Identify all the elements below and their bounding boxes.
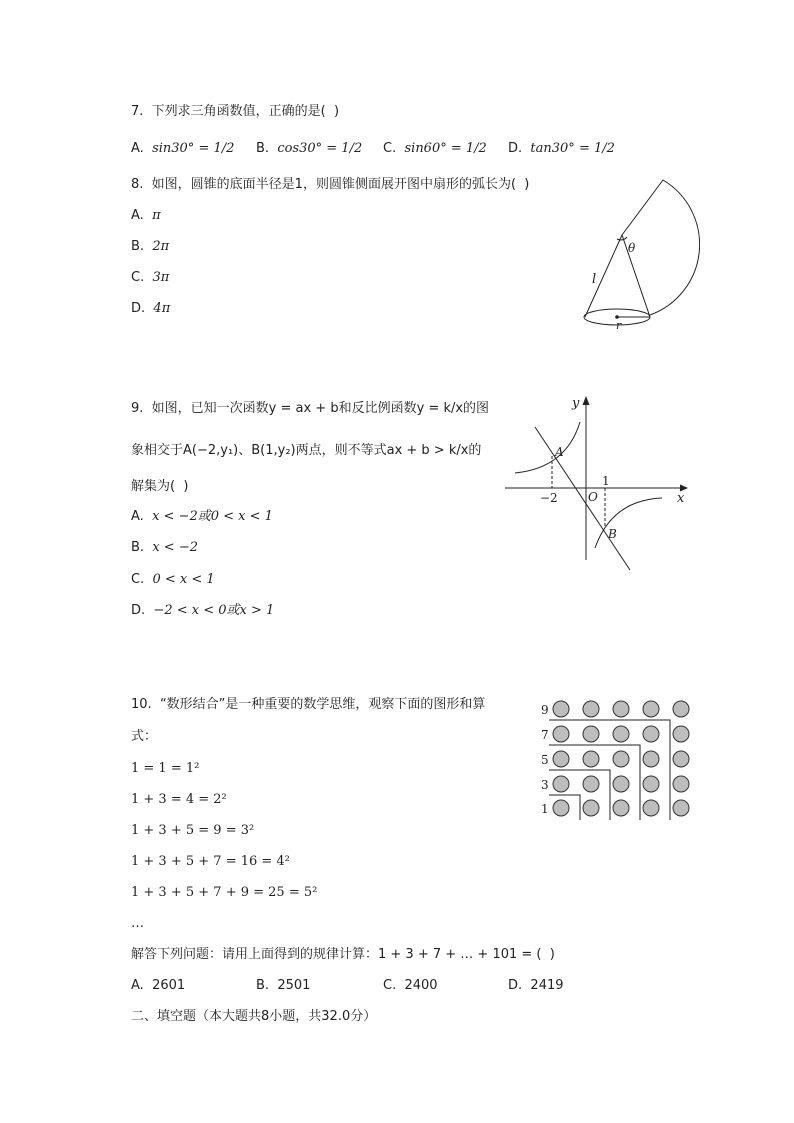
- dot: [613, 751, 629, 767]
- option-label: B.: [131, 540, 145, 555]
- option-text: −2 < x < 0或x > 1: [153, 603, 275, 618]
- dot: [553, 751, 569, 767]
- row-label-9: 9: [541, 703, 549, 717]
- dot: [643, 776, 659, 792]
- row-label-1: 1: [541, 802, 549, 816]
- q8-option-c: [131, 269, 169, 287]
- cone-slant-left: [585, 235, 622, 317]
- option-label: B.: [131, 239, 145, 254]
- dot: [613, 726, 629, 742]
- q9-stem-line3: 解集为( ): [131, 479, 189, 494]
- q7-option-a: [131, 140, 234, 158]
- option-text: sin60° = 1/2: [404, 141, 487, 156]
- q10-option-c: [383, 977, 438, 995]
- q9-option-b: [131, 539, 198, 557]
- q10-option-d: [508, 977, 564, 995]
- q8-option-b: [131, 238, 169, 256]
- hyperbola-left-branch: [515, 422, 580, 473]
- option-label: C.: [383, 978, 397, 993]
- option-text: 2400: [404, 978, 438, 993]
- dot: [583, 776, 599, 792]
- r-label: r: [616, 319, 622, 332]
- cone-slant-right: [622, 235, 650, 317]
- option-text: 2π: [152, 239, 170, 254]
- dot: [553, 776, 569, 792]
- q9-option-d: [131, 602, 274, 620]
- q8-option-a: [131, 207, 161, 225]
- option-text: cos30° = 1/2: [277, 141, 363, 156]
- dot: [673, 701, 689, 717]
- dot: [643, 726, 659, 742]
- q10-option-a: [131, 977, 185, 995]
- dots: [553, 701, 689, 816]
- dot-grid-figure: [537, 695, 697, 825]
- dot: [643, 751, 659, 767]
- ellipsis: …: [131, 916, 144, 931]
- q9-option-c: [131, 571, 215, 589]
- option-label: D.: [131, 301, 146, 316]
- option-text: 2601: [152, 978, 186, 993]
- row-labels: [541, 703, 549, 816]
- theta-label: θ: [628, 241, 636, 255]
- dot: [613, 800, 629, 816]
- theta-arc: [617, 237, 627, 240]
- y-axis-arrow: [583, 396, 590, 405]
- option-text: π: [152, 208, 161, 223]
- option-label: A.: [131, 208, 144, 223]
- option-label: A.: [131, 141, 144, 156]
- q10-question: 解答下列问题：请用上面得到的规律计算：1 + 3 + 7 + … + 101 = ( ): [131, 947, 555, 962]
- option-text: x < −2或0 < x < 1: [152, 509, 273, 524]
- q8-stem: 8. 如图，圆锥的底面半径是1，则圆锥侧面展开图中扇形的弧长为( ): [131, 177, 530, 192]
- row-label-5: 5: [541, 753, 549, 767]
- y-label: y: [572, 396, 580, 411]
- option-text: x < −2: [152, 540, 198, 555]
- dot: [583, 800, 599, 816]
- origin-label: O: [588, 490, 598, 504]
- option-label: A.: [131, 978, 144, 993]
- option-text: 0 < x < 1: [152, 572, 215, 587]
- x-label: x: [677, 491, 685, 506]
- dot: [553, 726, 569, 742]
- dot: [673, 776, 689, 792]
- option-label: D.: [508, 141, 523, 156]
- option-text: 3π: [152, 270, 170, 285]
- dot: [613, 776, 629, 792]
- option-text: sin30° = 1/2: [152, 141, 235, 156]
- dot: [673, 751, 689, 767]
- l-label: l: [592, 272, 597, 287]
- point-b-label: B: [608, 527, 617, 541]
- q9-stem-line1: 9. 如图，已知一次函数y = ax + b和反比例函数y = k/x的图: [131, 401, 490, 416]
- option-label: D.: [508, 978, 523, 993]
- dot: [583, 751, 599, 767]
- option-label: C.: [131, 572, 145, 587]
- dot: [613, 701, 629, 717]
- section-2-heading: 二、填空题（本大题共8小题，共32.0分）: [131, 1009, 377, 1024]
- q7-stem: 7. 下列求三角函数值，正确的是( ): [131, 104, 340, 119]
- dot: [583, 701, 599, 717]
- dot: [673, 800, 689, 816]
- q9-option-a: [131, 508, 273, 526]
- q7-option-d: [508, 140, 615, 158]
- tick-1-label: 1: [602, 474, 610, 488]
- option-text: 4π: [153, 301, 171, 316]
- equation-5: 1 + 3 + 5 + 7 + 9 = 25 = 5²: [131, 885, 318, 900]
- dot: [583, 726, 599, 742]
- q10-option-b: [256, 977, 310, 995]
- option-label: B.: [256, 978, 270, 993]
- equation-3: 1 + 3 + 5 = 9 = 3²: [131, 823, 255, 838]
- dot: [673, 726, 689, 742]
- option-label: D.: [131, 603, 146, 618]
- dot: [553, 800, 569, 816]
- q7-option-c: [383, 140, 487, 158]
- equation-4: 1 + 3 + 5 + 7 = 16 = 4²: [131, 854, 290, 869]
- row-label-3: 3: [541, 778, 549, 792]
- q10-stem-line1: 10. “数形结合”是一种重要的数学思维，观察下面的图形和算: [131, 697, 486, 712]
- option-label: B.: [256, 141, 270, 156]
- equation-1: 1 = 1 = 1²: [131, 761, 200, 776]
- option-text: 2419: [530, 978, 564, 993]
- option-text: tan30° = 1/2: [530, 141, 615, 156]
- option-label: C.: [131, 270, 145, 285]
- q10-stem-line2: 式：: [131, 729, 158, 744]
- dot: [643, 701, 659, 717]
- function-graph: [500, 390, 695, 575]
- option-label: A.: [131, 509, 144, 524]
- cone-figure: [575, 175, 700, 335]
- q8-option-d: [131, 300, 170, 318]
- option-text: 2501: [277, 978, 311, 993]
- dot: [643, 800, 659, 816]
- equation-2: 1 + 3 = 4 = 2²: [131, 792, 227, 807]
- tick-neg2-label: −2: [540, 491, 558, 505]
- option-label: C.: [383, 141, 397, 156]
- point-a-label: A: [555, 445, 564, 459]
- dot: [553, 701, 569, 717]
- row-label-7: 7: [541, 728, 549, 742]
- q7-option-b: [256, 140, 362, 158]
- q9-stem-line2: 象相交于A(−2,y₁)、B(1,y₂)两点，则不等式ax + b > k/x的: [131, 443, 482, 458]
